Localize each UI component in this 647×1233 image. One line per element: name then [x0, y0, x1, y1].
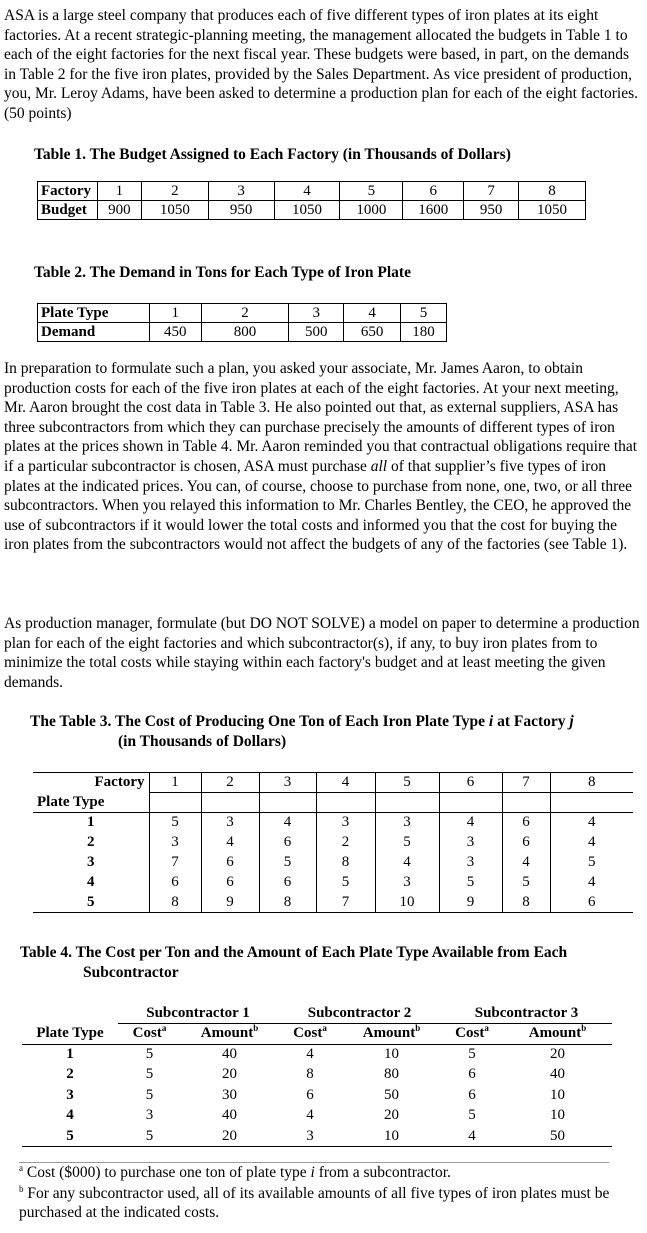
table3-cost-cell: 4: [588, 814, 596, 831]
table4-plate-type-cell: 1: [66, 1046, 74, 1062]
table2-caption: Table 2. The Demand in Tons for Each Type of Iron Plate: [34, 264, 411, 281]
table4-plate-type-cell: 2: [66, 1066, 74, 1083]
table4-cost-cell: 5: [145, 1046, 154, 1062]
table3-caption-line1: The Table 3. The Cost of Producing One Ton of Each Iron Plate Type i at Factory j: [30, 713, 574, 730]
table3-cost-cell: 4: [588, 834, 596, 850]
table3-plate-type-cell: 2: [33, 833, 149, 853]
table1-budget-cell: 1050: [519, 201, 586, 220]
table3-header-spacer: [201, 793, 259, 813]
table4-amount-label: Amount$^b$: [503, 1024, 612, 1045]
table2-type-cell: 3: [289, 304, 344, 323]
table4-amount-label: Amount$^b$: [342, 1024, 441, 1045]
table2-demand: [37, 303, 447, 342]
table4-amount-cell: 10: [384, 1046, 399, 1062]
table3-cost-cell: 8: [149, 893, 201, 913]
table1-caption: Table 1. The Budget Assigned to Each Factory (in Thousands of Dollars): [34, 146, 511, 163]
table3-caption-line2: (in Thousands of Dollars): [118, 733, 287, 750]
table4-row: [22, 1126, 612, 1147]
table3-header-spacer: [375, 793, 439, 813]
table3-plate-type-cell: 1: [33, 813, 149, 833]
table4-amount-cell: 10: [550, 1107, 565, 1124]
table1-budget-cell: 1050: [141, 201, 208, 220]
table4-amount-cell: 10: [342, 1126, 441, 1147]
table1-budget: [37, 181, 586, 220]
table2-type-cell: 1: [149, 304, 201, 323]
table1-budget-cell: 1050: [274, 201, 340, 220]
table3-cost-cell: 4: [259, 813, 316, 833]
table3-row: [33, 853, 633, 873]
table3-cost-cell: 8: [502, 893, 550, 913]
table3-header-spacer: [259, 793, 316, 813]
table4-amount-cell: 20: [222, 1066, 237, 1083]
table1-factory-cell: 6: [403, 182, 464, 201]
table4-cost-cell: 3: [145, 1107, 154, 1124]
table3-cost-cell: 6: [550, 893, 633, 913]
table3-plate-type-cell: 3: [33, 853, 149, 873]
table3-cost-cell: 4: [439, 813, 502, 833]
table2-demand-label: Demand: [38, 323, 150, 342]
table3-cost-cell: 3: [201, 813, 259, 833]
table3-cost-cell: 5: [259, 853, 316, 873]
table3-row: [33, 813, 633, 833]
table1-factory-cell: 5: [340, 182, 403, 201]
table2-demand-cell: 450: [149, 323, 201, 342]
table3-cost-cell: 6: [259, 833, 316, 853]
table2-demand-cell: 500: [289, 323, 344, 342]
table4-caption-line1: Table 4. The Cost per Ton and the Amount of Each Plate Type Available from Each: [20, 944, 568, 961]
table3-cost-cell: 3: [439, 833, 502, 853]
table3-plate-type-cell: 4: [33, 873, 149, 893]
table4-cost-cell: 4: [306, 1046, 314, 1062]
table3-cost-cell: 5: [149, 813, 201, 833]
table2-type-label: Plate Type: [38, 304, 150, 323]
table4-cost-label: Cost$^a$: [441, 1024, 503, 1045]
table3-cost-cell: 10: [375, 893, 439, 913]
table3-cost-cell: 5: [588, 854, 596, 870]
table4-plate-type-cell: 5: [22, 1126, 118, 1147]
table4-amount-cell: 40: [222, 1046, 237, 1062]
table4-cost-cell: 5: [145, 1066, 154, 1083]
table4-subcontractor-header: Subcontractor 3: [441, 1003, 612, 1024]
table3-factory-header: 7: [502, 773, 550, 793]
table3-cost-cell: 3: [375, 813, 439, 833]
table3-cost-cell: 5: [316, 873, 375, 893]
table1-factory-label: Factory: [38, 182, 98, 201]
table4-cost-cell: 4: [441, 1126, 503, 1147]
table3-plate-type-label: Plate Type: [33, 793, 149, 813]
table3-cost-cell: 6: [201, 853, 259, 873]
table3-cost-cell: 8: [316, 853, 375, 873]
table4-cost-cell: 5: [468, 1046, 476, 1062]
table3-cost-cell: 5: [375, 833, 439, 853]
table2-demand-cell: 650: [344, 323, 401, 342]
table4-amount-cell: 20: [550, 1046, 565, 1062]
table4-subcontractor-header: Subcontractor 1: [118, 1003, 278, 1024]
table3-cost-cell: 4: [588, 874, 596, 890]
table3-header-spacer: [502, 793, 550, 813]
table1-factory-cell: 1: [97, 182, 141, 201]
table4-amount-cell: 50: [503, 1126, 612, 1147]
table1-factory-cell: 3: [208, 182, 274, 201]
table3-cost-cell: 7: [316, 893, 375, 913]
table1-budget-label: Budget: [38, 201, 98, 220]
table3-row: [33, 873, 633, 893]
table4-row: [22, 1065, 612, 1086]
table3-factory-header: 4: [316, 773, 375, 793]
table4-amount-cell: 20: [384, 1107, 399, 1124]
table3-row: [33, 893, 633, 913]
table3-cost-cell: 4: [375, 853, 439, 873]
table2-type-cell: 2: [201, 304, 289, 323]
table4-row: [22, 1106, 612, 1127]
table3-factory-header: 6: [439, 773, 502, 793]
table4-cost-cell: 6: [468, 1066, 476, 1083]
table4-cost-label: Cost$^a$: [278, 1024, 342, 1045]
table3-cost-cell: 2: [316, 833, 375, 853]
table3-factory-header: 5: [375, 773, 439, 793]
table3-cost-cell: 3: [439, 853, 502, 873]
table4-amount-cell: 50: [384, 1086, 399, 1103]
table1-factory-cell: 2: [141, 182, 208, 201]
table4-amount-cell: 20: [181, 1126, 278, 1147]
table1-budget-cell: 1000: [340, 201, 403, 220]
table1-budget-cell: 950: [208, 201, 274, 220]
table4-amount-cell: 80: [384, 1066, 399, 1083]
table1-factory-cell: 8: [519, 182, 586, 201]
table1-budget-cell: 950: [464, 201, 519, 220]
table4-cost-cell: 5: [468, 1107, 476, 1124]
table3-cost-cell: 5: [502, 873, 550, 893]
table3-header-spacer: [316, 793, 375, 813]
table2-demand-cell: 180: [401, 323, 447, 342]
table2-demand-cell: 800: [201, 323, 289, 342]
table3-row: [33, 833, 633, 853]
table3-cost-cell: 5: [439, 873, 502, 893]
footnote-b: $^b$ For any subcontractor used, all of its available amounts of all five types of iron plates must be purchased at the indicated costs.: [19, 1184, 610, 1221]
table4-amount-label: Amount$^b$: [181, 1024, 278, 1045]
table1-budget-cell: 900: [97, 201, 141, 220]
table4-caption-line2: Subcontractor: [83, 964, 179, 981]
table3-cost-cell: 4: [201, 833, 259, 853]
intro-paragraph: ASA is a large steel company that produces each of five different types of iron plates at its eight factories. At a recent strategic-planning meeting, the management allocated the budgets in Table 1 to each of the eight factories for the next fiscal year. These budgets were based, in part, on the demands in Table 2 for the five iron plates, provided by the Sales Department. As vice president of production, you, Mr. Leroy Adams, have been asked to determine a production plan for each of the eight factories. (50 points): [4, 7, 638, 122]
table4-amount-cell: 30: [222, 1086, 237, 1103]
table4-amount-cell: 10: [550, 1086, 565, 1103]
table3-cost-cell: 3: [149, 833, 201, 853]
table4-subcontractor-header: Subcontractor 2: [278, 1003, 441, 1024]
table3-factory-header: 3: [259, 773, 316, 793]
table4-cost-cell: 8: [306, 1066, 314, 1083]
table3-factory-header: 2: [201, 773, 259, 793]
table3-cost-cell: 3: [316, 813, 375, 833]
table1-budget-cell: 1600: [403, 201, 464, 220]
table4-cost-cell: 6: [306, 1086, 314, 1103]
table4-cost-cell: 6: [468, 1086, 476, 1103]
table1-factory-cell: 7: [464, 182, 519, 201]
table3-plate-type-cell: 5: [33, 893, 149, 913]
table1-factory-cell: 4: [274, 182, 340, 201]
table3-factory-header: 8: [550, 773, 633, 793]
table3-factory-header: 1: [149, 773, 201, 793]
table4-cost-cell: 5: [145, 1086, 154, 1103]
table3-cost-cell: 7: [149, 853, 201, 873]
table3-header-spacer: [439, 793, 502, 813]
table3-cost-cell: 6: [201, 873, 259, 893]
table3-cost-cell: 6: [149, 873, 201, 893]
table4-subcontractors: [22, 1003, 612, 1147]
table4-plate-type-cell: 3: [66, 1086, 74, 1103]
table4-amount-cell: 40: [550, 1066, 565, 1083]
table4-cost-cell: 5: [118, 1126, 181, 1147]
table4-row: [22, 1044, 612, 1065]
task-paragraph: As production manager, formulate (but DO NOT SOLVE) a model on paper to determine a production plan for each of the eight factories and which subcontractor(s), if any, to buy iron plates from to minimize the total costs while staying within each factory's budget and at least meeting the given demands.: [4, 615, 640, 691]
table4-plate-type-label: Plate Type: [22, 1024, 118, 1045]
table3-cost-cell: 4: [502, 853, 550, 873]
table4-cost-label: Cost$^a$: [118, 1024, 181, 1045]
table3-header-spacer: [550, 793, 633, 813]
table3-factory-label: Factory: [33, 773, 149, 793]
table3-header-spacer: [149, 793, 201, 813]
table3-cost-cell: 6: [502, 833, 550, 853]
footnote-a: $^a$ Cost ($000) to purchase one ton of plate type i from a subcontractor.: [19, 1163, 451, 1181]
table4-cost-cell: 3: [278, 1126, 342, 1147]
table4-cost-cell: 4: [306, 1107, 314, 1124]
table3-cost-cell: 6: [259, 873, 316, 893]
preparation-paragraph: In preparation to formulate such a plan, you asked your associate, Mr. James Aaron, to obtain production costs for each of the five iron plates at each of the eight factories. At your next meeting, Mr. Aaron brought the cost data in Table 3. He also pointed out that, as external suppliers, ASA has three subcontractors from which they can purchase precisely the amounts of different types of iron plates at the prices shown in Table 4. Mr. Aaron reminded you that contractual obligations require that if a particular subcontractor is chosen, ASA must purchase all of that supplier’s five types of iron plates at the indicated prices. You can, of course, choose to purchase from none, one, two, or all three subcontractors. When you relayed this information to Mr. Charles Bentley, the CEO, he approved the use of subcontractors if it would lower the total costs and informed you that the cost for buying the iron plates from the subcontractors would not affect the budgets of any of the factories (see Table 1).: [4, 360, 638, 554]
table3-cost-cell: 9: [201, 893, 259, 913]
table3-cost-cell: 8: [259, 893, 316, 913]
table4-plate-type-cell: 4: [66, 1107, 74, 1124]
table3-production-cost: [33, 772, 633, 913]
table2-type-cell: 5: [401, 304, 447, 323]
table4-row: [22, 1085, 612, 1106]
table2-type-cell: 4: [344, 304, 401, 323]
table3-cost-cell: 6: [502, 813, 550, 833]
table3-cost-cell: 9: [439, 893, 502, 913]
table3-cost-cell: 3: [375, 873, 439, 893]
table4-amount-cell: 40: [222, 1107, 237, 1124]
